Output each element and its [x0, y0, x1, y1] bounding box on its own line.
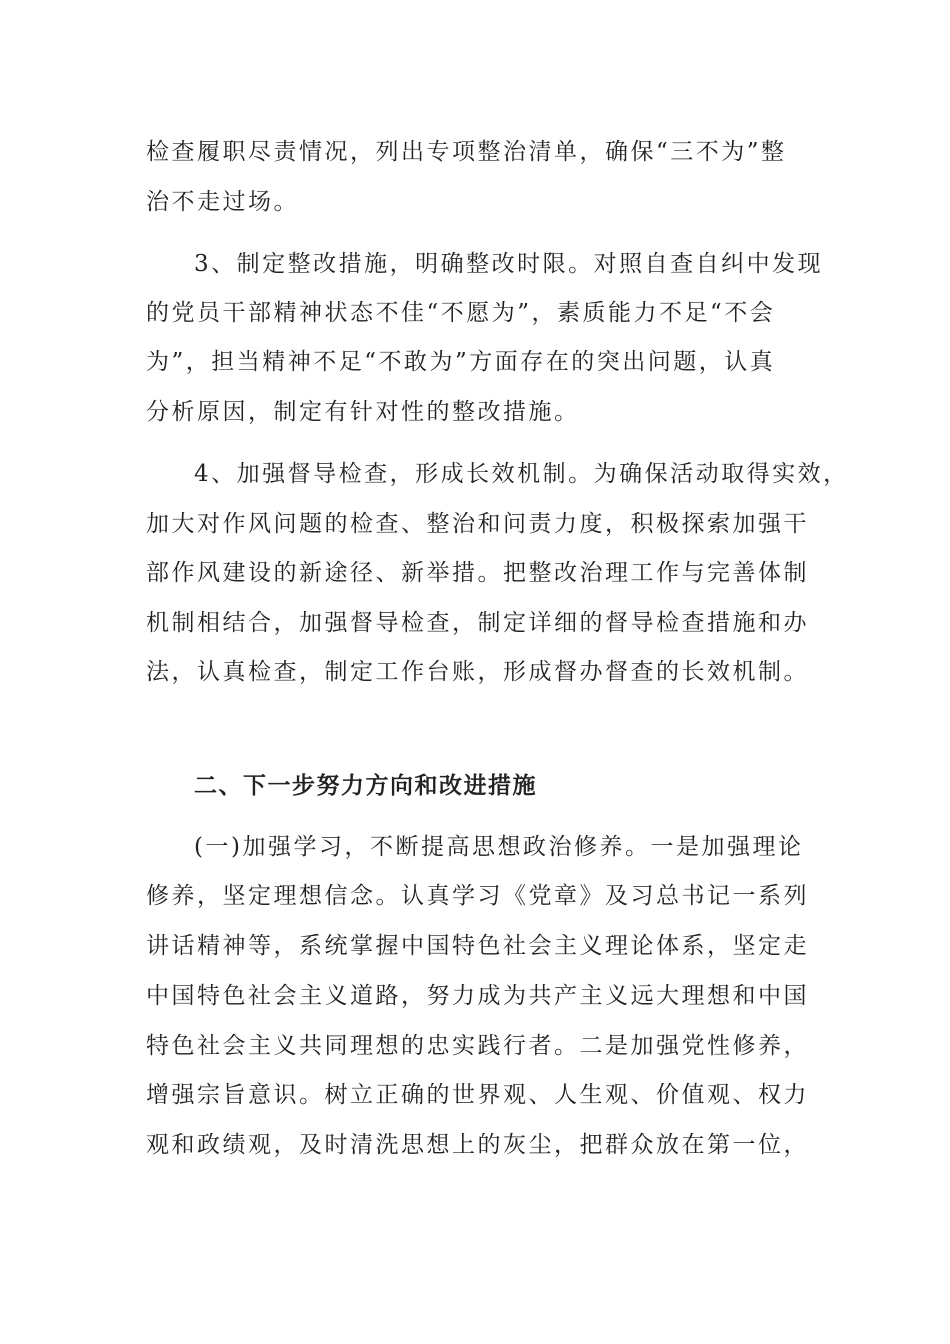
paragraph-line: 修养，坚定理想信念。认真学习《党章》及习总书记一系列	[146, 883, 809, 909]
paragraph-line: 4、加强督导检查，形成长效机制。为确保活动取得实效，	[194, 461, 849, 487]
paragraph-line: 观和政绩观，及时清洗思想上的灰尘，把群众放在第一位，	[146, 1132, 809, 1158]
paragraph-line: 机制相结合，加强督导检查，制定详细的督导检查措施和办	[146, 610, 809, 636]
paragraph-line: 3、制定整改措施，明确整改时限。对照自查自纠中发现	[194, 251, 824, 277]
paragraph-line: 治不走过场。	[146, 189, 299, 215]
paragraph-line: 分析原因，制定有针对性的整改措施。	[146, 399, 580, 425]
paragraph-line: 特色社会主义共同理想的忠实践行者。二是加强党性修养，	[146, 1033, 809, 1059]
paragraph-line: 检查履职尽责情况，列出专项整治清单，确保“三不为”整	[146, 139, 787, 165]
paragraph-line: 中国特色社会主义道路，努力成为共产主义远大理想和中国	[146, 983, 809, 1009]
paragraph-line: (一)加强学习，不断提高思想政治修养。一是加强理论	[194, 834, 804, 860]
paragraph-line: 为”，担当精神不足“不敢为”方面存在的突出问题，认真	[146, 349, 776, 375]
paragraph-line: 法，认真检查，制定工作台账，形成督办督查的长效机制。	[146, 659, 809, 685]
paragraph-line: 讲话精神等，系统掌握中国特色社会主义理论体系，坚定走	[146, 933, 809, 959]
paragraph-line: 的党员干部精神状态不佳“不愿为”，素质能力不足“不会	[146, 300, 776, 326]
paragraph-line: 增强宗旨意识。树立正确的世界观、人生观、价值观、权力	[146, 1082, 809, 1108]
paragraph-line: 加大对作风问题的检查、整治和问责力度，积极探索加强干	[146, 511, 809, 537]
paragraph-line: 部作风建设的新途径、新举措。把整改治理工作与完善体制	[146, 560, 809, 586]
section-heading: 二、下一步努力方向和改进措施	[194, 773, 537, 799]
